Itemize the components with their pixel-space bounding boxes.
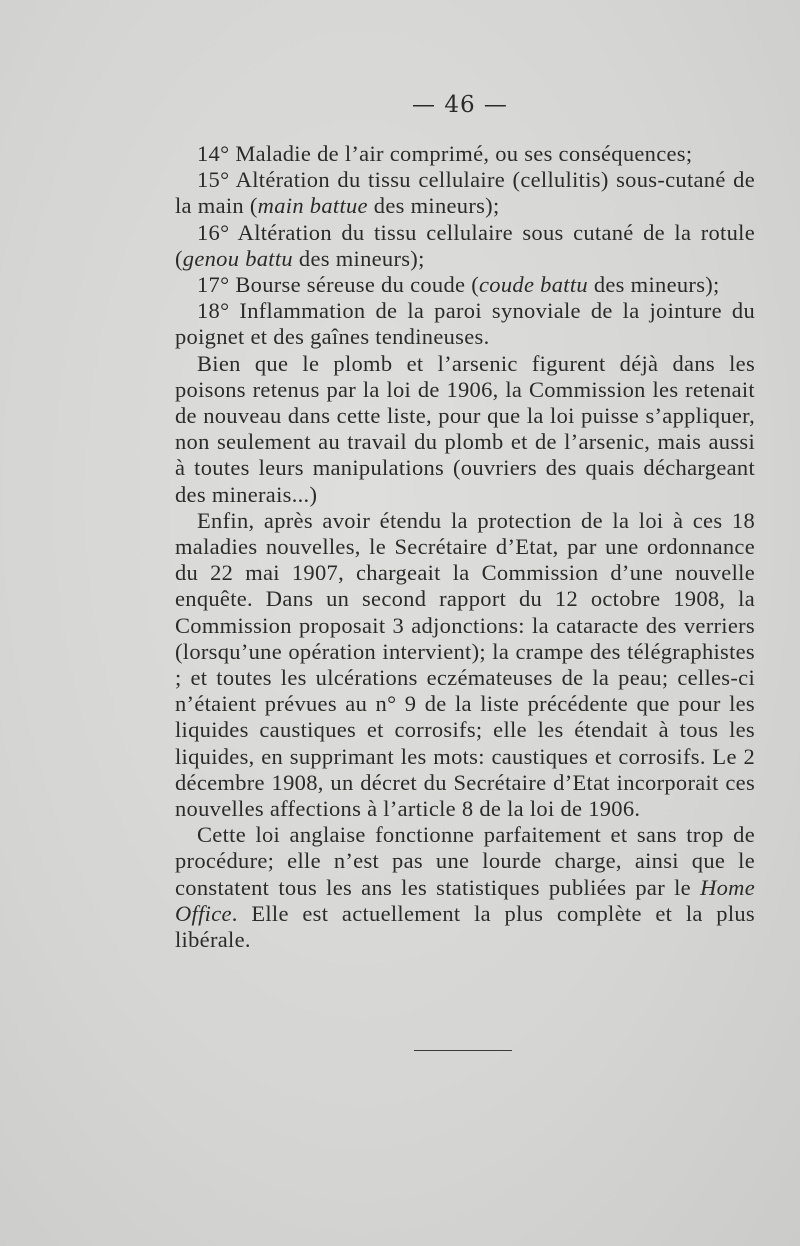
conclusion-text-end: . Elle est actuellement la plus complète et la plus libérale. [175,900,755,953]
home-office-italic: Home Office [175,874,755,926]
paragraph-conclusion [175,822,755,953]
item-text: Altération du tissu cellulaire sous cutané de la rotule ( [175,219,755,271]
list-item-18 [175,298,755,350]
item-number: 15° [197,167,230,193]
list-item-15 [175,167,755,219]
end-rule [414,1050,512,1051]
list-item-17 [175,272,755,298]
list-item-14 [175,141,755,167]
page-number: — 46 — [412,92,508,118]
item-text: Bourse séreuse du coude ( [229,272,480,298]
item-term-italic: coude battu [479,272,588,298]
paragraph-plomb-arsenic: Bien que le plomb et l’arsenic figurent déjà dans les poisons retenus par la loi de 1906, la Commission les retenait de nouveau dans cette liste, pour que la loi puisse s’appliquer, non seulement au travail du plomb et de l’arsenic, mais aussi à toutes leurs manipulations (ouvriers des quais déchargeant des minerais...) [175,350,755,507]
item-text: Inflammation de la paroi synoviale de la jointure du poignet et des gaînes tendineuses. [175,298,755,350]
item-number: 16° [197,219,230,245]
item-text: Maladie de l’air comprimé, ou ses conséquences; [229,141,693,166]
list-item-16 [175,220,755,272]
item-text-end: des mineurs); [587,272,720,298]
item-text: Altération du tissu cellulaire (cellulitis) sous-cutané de la main ( [175,167,755,219]
item-number: 18° [197,298,230,324]
body-text [175,141,755,953]
item-term-italic: main battue [257,193,368,219]
item-term-italic: genou battu [182,245,293,271]
paragraph-second-rapport: Enfin, après avoir étendu la protection de la loi à ces 18 maladies nouvelles, le Secrétaire d’Etat, par une ordonnance du 22 mai 1907, chargeait la Commission d’une nouvelle enquête. Dans un second rapport du 12 octobre 1908, la Commission proposait 3 adjonctions: la cataracte des verriers (lorsqu’une opération intervient); la crampe des télégraphistes ; et toutes les ulcérations eczémateuses de la peau; celles-ci n’étaient prévues au n° 9 de la liste précédente que pour les liquides caustiques et corrosifs; elle les étendait à tous les liquides, en supprimant les mots: caustiques et corrosifs. Le 2 décembre 1908, un décret du Secrétaire d’Etat incorporait ces nouvelles affections à l’article 8 de la loi de 1906. [175,507,755,822]
item-text-end: des mineurs); [292,245,425,271]
item-text-end: des mineurs); [367,193,500,219]
item-number: 14° [197,141,230,166]
conclusion-text: Cette loi anglaise fonctionne parfaitement et sans trop de procédure; elle n’est pas une lourde charge, ainsi que le constatent tous les ans les statistiques publiées par le [175,822,755,900]
item-number: 17° [197,272,230,298]
